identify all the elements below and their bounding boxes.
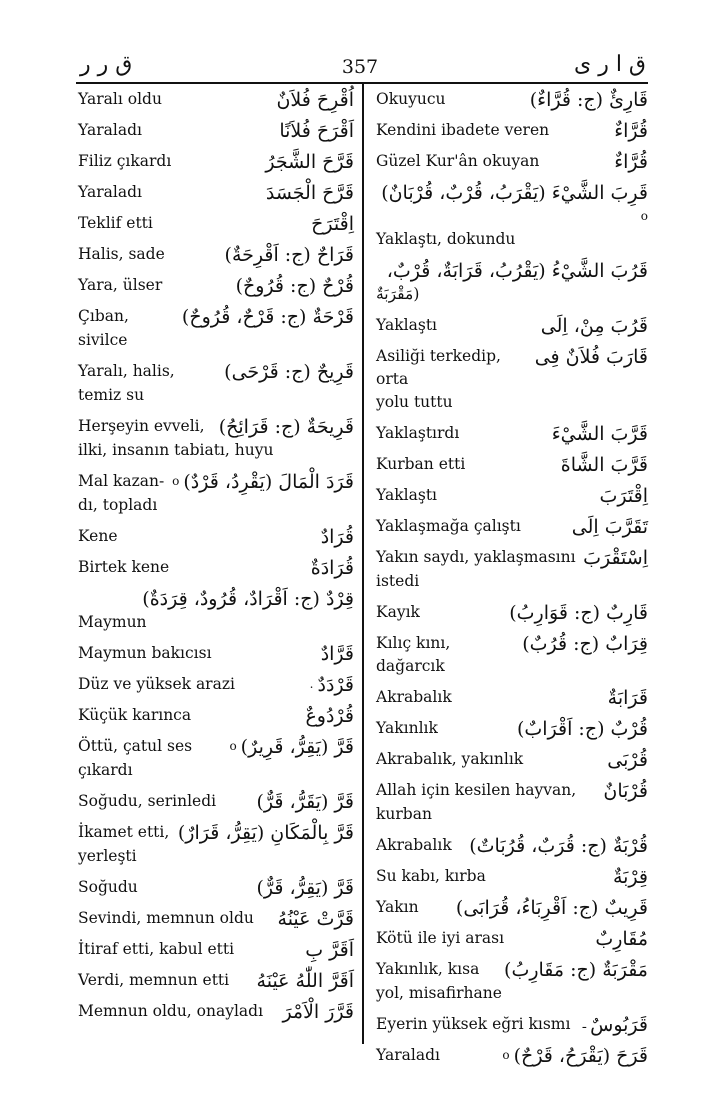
dictionary-entry bbox=[376, 453, 648, 476]
turkish-meaning: Maymun bbox=[78, 613, 147, 631]
turkish-meaning: Okuyucu bbox=[376, 90, 446, 108]
arabic-headword: قُرَادَةٌ bbox=[307, 556, 354, 580]
turkish-meaning: Yaralı, halis, bbox=[78, 362, 175, 380]
left-column bbox=[78, 88, 354, 1031]
dictionary-entry bbox=[376, 686, 648, 709]
turkish-meaning: Yaklaştı bbox=[376, 486, 438, 504]
turkish-meaning: Mal kazan- bbox=[78, 472, 165, 490]
turkish-meaning: Yaraladı bbox=[78, 183, 142, 201]
arabic-headword: اُقْرِحَ فُلاَنٌ bbox=[272, 88, 354, 112]
arabic-headword: قَارَبَ فُلاَنٌ فِى bbox=[531, 345, 648, 369]
dictionary-entry bbox=[78, 556, 354, 579]
arabic-headword: قَارِبٌ (ج: قَوَارِبُ) bbox=[505, 601, 648, 625]
arabic-headword: قَرَحَ (يَقْرَحُ، قَرْحٌ) bbox=[510, 1044, 648, 1068]
dictionary-entry bbox=[376, 422, 648, 445]
turkish-meaning: Su kabı, kırba bbox=[376, 867, 486, 885]
dictionary-entry bbox=[376, 958, 648, 1005]
turkish-meaning: Soğudu, serinledi bbox=[78, 792, 217, 810]
turkish-meaning: Çıban, bbox=[78, 307, 129, 325]
turkish-meaning: Kendini ibadete veren bbox=[376, 121, 550, 139]
arabic-headword: قَرَّبَ الشَّاةَ bbox=[557, 453, 648, 477]
arabic-headword: قِرَابٌ (ج: قُرُبٌ) bbox=[518, 632, 648, 656]
turkish-meaning: Yakınlık bbox=[376, 719, 438, 737]
turkish-meaning: Yaralı oldu bbox=[78, 90, 162, 108]
dictionary-entry bbox=[376, 632, 648, 678]
meaning-continuation: çıkardı bbox=[78, 761, 133, 779]
arabic-headword: اَقَرَّ بِ bbox=[301, 938, 354, 962]
header-left-root: ق ر ر bbox=[80, 52, 133, 77]
dictionary-entry bbox=[78, 470, 354, 517]
dictionary-entry bbox=[376, 865, 648, 888]
arabic-headword: قِرْدٌ (ج: اَقْرَادٌ، قُرُودٌ، قِرَدَةٌ) bbox=[138, 587, 354, 611]
turkish-meaning: Yakın saydı, yaklaşmasını bbox=[376, 548, 576, 566]
turkish-meaning: Memnun oldu, onayladı bbox=[78, 1002, 264, 1020]
turkish-meaning: Yakınlık, kısa bbox=[376, 960, 480, 978]
meaning-continuation: istedi bbox=[376, 572, 420, 590]
arabic-headword: قَرَّحَ الْجَسَدَ bbox=[262, 181, 354, 205]
arabic-headword: قَرَّبَ الشَّيْءَ bbox=[548, 422, 648, 446]
turkish-meaning: Kene bbox=[78, 527, 118, 545]
dictionary-entry bbox=[376, 546, 648, 593]
turkish-meaning: Kötü ile iyi arası bbox=[376, 929, 505, 947]
turkish-meaning: Kurban etti bbox=[376, 455, 466, 473]
turkish-meaning: Kayık bbox=[376, 603, 420, 621]
dictionary-entry bbox=[78, 821, 354, 868]
entry-marker: o bbox=[229, 739, 237, 753]
dictionary-entry bbox=[78, 274, 354, 297]
dictionary-entry bbox=[376, 601, 648, 624]
arabic-headword: قُرْدُوعٌ bbox=[301, 704, 354, 728]
arabic-headword: قُرْبَى bbox=[603, 748, 648, 772]
turkish-meaning: Filiz çıkardı bbox=[78, 152, 172, 170]
dictionary-entry bbox=[376, 314, 648, 337]
turkish-meaning: Maymun bakıcısı bbox=[78, 644, 212, 662]
dictionary-entry bbox=[376, 748, 648, 771]
turkish-meaning: Yara, ülser bbox=[78, 276, 163, 294]
dictionary-entry bbox=[78, 119, 354, 142]
turkish-meaning: Yaklaştırdı bbox=[376, 424, 460, 442]
arabic-headword: قُرْحٌ (ج: قُرُوحٌ) bbox=[232, 274, 354, 298]
arabic-headword: قَرَّرَ الْاَمْرَ bbox=[278, 1000, 354, 1024]
page-header bbox=[0, 52, 712, 86]
arabic-headword: قَرَّ (يَقِرُّ، قَرٌّ) bbox=[252, 876, 354, 900]
arabic-headword: قَرَّ بِالْمَكَانِ (يَقِرُّ، قَرَارٌ) bbox=[174, 821, 354, 845]
turkish-meaning: Yakın bbox=[376, 898, 419, 916]
arabic-headword: قَرَدَ الْمَالَ (يَقْرِدُ، قَرْدٌ) bbox=[179, 470, 354, 494]
turkish-meaning: Akrabalık bbox=[376, 688, 452, 706]
meaning-continuation: kurban bbox=[376, 805, 432, 823]
dictionary-entry bbox=[78, 587, 354, 634]
arabic-headword: اَقَرَّ اللّٰهُ عَيْنَهُ bbox=[253, 969, 354, 993]
right-column bbox=[376, 88, 648, 1075]
turkish-meaning: Yaraladı bbox=[78, 121, 142, 139]
arabic-headword: قَرِبَ الشَّيْءَ (يَقْرَبُ، قُرْبٌ، قُرْبَانٌ) bbox=[377, 181, 648, 205]
dictionary-entry bbox=[78, 735, 354, 782]
arabic-headword: اَقْرَحَ فُلاَنًا bbox=[275, 119, 354, 143]
turkish-meaning: Birtek kene bbox=[78, 558, 170, 576]
dictionary-entry bbox=[78, 969, 354, 992]
arabic-headword: قَرَّحَ الشَّجَرُ bbox=[261, 150, 354, 174]
arabic-headword: قَرَّ (يَقَرُّ، قَرٌّ) bbox=[252, 790, 354, 814]
arabic-headword: قُرَّاءٌ bbox=[610, 150, 648, 174]
dictionary-entry bbox=[78, 673, 354, 696]
arabic-headword: قُرَادٌ bbox=[317, 525, 354, 549]
arabic-headword: اِسْتَقْرَبَ bbox=[579, 546, 648, 570]
turkish-meaning: Küçük karınca bbox=[78, 706, 192, 724]
turkish-meaning: Akrabalık, yakınlık bbox=[376, 750, 524, 768]
turkish-meaning: Allah için kesilen hayvan, bbox=[376, 781, 577, 799]
turkish-meaning: İtiraf etti, kabul etti bbox=[78, 940, 235, 958]
arabic-headword: قَرَّادٌ bbox=[317, 642, 354, 666]
dictionary-entry bbox=[78, 938, 354, 961]
arabic-headword: قُرْبَةٌ (ج: قُرَبٌ، قُرُبَاتٌ) bbox=[465, 834, 648, 858]
dictionary-entry bbox=[376, 1013, 648, 1036]
meaning-continuation: sivilce bbox=[78, 331, 128, 349]
turkish-meaning: Düz ve yüksek arazi bbox=[78, 675, 235, 693]
dictionary-entry bbox=[78, 181, 354, 204]
arabic-headword: قُرَّاءٌ bbox=[610, 119, 648, 143]
arabic-headword: مَقْرَبَةٌ (ج: مَقَارِبُ) bbox=[500, 958, 648, 982]
arabic-headword: تَقَرَّبَ اِلَى bbox=[568, 515, 648, 539]
entry-marker: o bbox=[172, 474, 180, 488]
meaning-continuation: dı, topladı bbox=[78, 496, 158, 514]
turkish-meaning: Verdi, memnun etti bbox=[78, 971, 230, 989]
dictionary-entry bbox=[78, 305, 354, 352]
dictionary-entry bbox=[78, 212, 354, 235]
meaning-continuation: yol, misafirhane bbox=[376, 984, 502, 1002]
dictionary-entry bbox=[78, 88, 354, 111]
arabic-headword: قَارِئٌ (ج: قُرَّاءٌ) bbox=[526, 88, 648, 112]
arabic-headword: قَرِيبٌ (ج: اَقْرِبَاءُ، قُرَابَى) bbox=[452, 896, 648, 920]
arabic-headword: قَرَبُوسٌ bbox=[586, 1013, 648, 1037]
entry-marker: o bbox=[640, 209, 648, 223]
turkish-meaning: Öttü, çatul ses bbox=[78, 737, 193, 755]
meaning-continuation: ilki, insanın tabiatı, huyu bbox=[78, 441, 274, 459]
arabic-headword: قَرُبَ الشَّيْءُ (يَقْرُبُ، قَرَابَةٌ، قُرْبٌ، bbox=[383, 259, 648, 283]
dictionary-entry bbox=[78, 642, 354, 665]
arabic-headword: قَرْدَدٌ bbox=[314, 673, 355, 697]
turkish-meaning: Sevindi, memnun oldu bbox=[78, 909, 254, 927]
dictionary-entry bbox=[78, 415, 354, 462]
dictionary-entry bbox=[376, 150, 648, 173]
meaning-continuation: yolu tuttu bbox=[376, 393, 453, 411]
dictionary-entry bbox=[376, 717, 648, 740]
dictionary-entry bbox=[376, 119, 648, 142]
arabic-headword: قَرَاحٌ (ج: اَقْرِحَةٌ) bbox=[221, 243, 354, 267]
turkish-meaning: Teklif etti bbox=[78, 214, 153, 232]
dictionary-entry bbox=[78, 243, 354, 266]
turkish-meaning: Yaklaştı bbox=[376, 316, 438, 334]
turkish-meaning: Güzel Kur'ân okuyan bbox=[376, 152, 540, 170]
dictionary-entry bbox=[376, 181, 648, 251]
arabic-headword: مُقَارِبٌ bbox=[591, 927, 648, 951]
turkish-meaning: Eyerin yüksek eğri kısmı bbox=[376, 1015, 571, 1033]
dictionary-entry bbox=[376, 927, 648, 950]
dictionary-entry bbox=[78, 360, 354, 407]
arabic-headword: قَرِيحٌ (ج: قَرْحَى) bbox=[220, 360, 354, 384]
header-right-root: ق ا ر ى bbox=[573, 52, 646, 77]
dictionary-entry bbox=[376, 834, 648, 857]
dictionary-entry bbox=[376, 1044, 648, 1067]
dictionary-entry bbox=[78, 150, 354, 173]
turkish-meaning: Herşeyin evveli, bbox=[78, 417, 205, 435]
arabic-headword: اِقْتَرَبَ bbox=[596, 484, 648, 508]
arabic-headword: قَرَّ (يَقِرُّ، قَرِيرٌ) bbox=[237, 735, 354, 759]
arabic-headword: قُرْبَانٌ bbox=[599, 779, 648, 803]
turkish-meaning: Halis, sade bbox=[78, 245, 165, 263]
dictionary-entry bbox=[376, 345, 648, 414]
turkish-meaning: Akrabalık bbox=[376, 836, 452, 854]
dictionary-entry bbox=[376, 779, 648, 826]
meaning-continuation: temiz su bbox=[78, 386, 145, 404]
dictionary-entry bbox=[376, 515, 648, 538]
arabic-headword: قَرَّتْ عَيْنُهُ bbox=[274, 907, 354, 931]
arabic-headword: اِقْتَرَحَ bbox=[307, 212, 354, 236]
dictionary-entry bbox=[376, 896, 648, 919]
dictionary-entry bbox=[78, 1000, 354, 1023]
dictionary-entry bbox=[78, 790, 354, 813]
dictionary-entry bbox=[376, 484, 648, 507]
turkish-meaning: İkamet etti, bbox=[78, 823, 170, 841]
entry-marker: ـ bbox=[582, 1017, 587, 1031]
page-number: 357 bbox=[341, 56, 379, 78]
meaning-continuation: Yaklaştı, dokundu bbox=[376, 230, 516, 248]
turkish-meaning: Yaraladı bbox=[376, 1046, 440, 1064]
arabic-headword: قُرْبٌ (ج: اَقْرَابٌ) bbox=[513, 717, 648, 741]
arabic-headword: قَرَابَةٌ bbox=[604, 686, 648, 710]
meaning-continuation: مَقْرَبَةٌ) bbox=[376, 285, 420, 303]
dictionary-entry bbox=[78, 876, 354, 899]
arabic-headword: قَرِيحَةٌ (ج: قَرَائِحُ) bbox=[215, 415, 354, 439]
arabic-headword: قِرْبَةٌ bbox=[609, 865, 648, 889]
turkish-meaning: Asiliği terkedip, orta bbox=[376, 347, 501, 388]
dictionary-entry bbox=[78, 704, 354, 727]
entry-marker: o bbox=[502, 1048, 510, 1062]
turkish-meaning: Soğudu bbox=[78, 878, 138, 896]
dictionary-entry bbox=[376, 88, 648, 111]
turkish-meaning: Kılıç kını, dağarcık bbox=[376, 634, 451, 675]
turkish-meaning: Yaklaşmağa çalıştı bbox=[376, 517, 521, 535]
meaning-continuation: yerleşti bbox=[78, 847, 137, 865]
dictionary-entry bbox=[78, 907, 354, 930]
column-divider bbox=[362, 84, 364, 1044]
arabic-headword: قَرُبَ مِنْ، اِلَى bbox=[537, 314, 648, 338]
arabic-headword: قَرْحَةٌ (ج: قَرْحٌ، قُرُوحٌ) bbox=[178, 305, 354, 329]
dictionary-entry bbox=[376, 259, 648, 306]
entry-marker: . bbox=[309, 677, 314, 691]
dictionary-entry bbox=[78, 525, 354, 548]
